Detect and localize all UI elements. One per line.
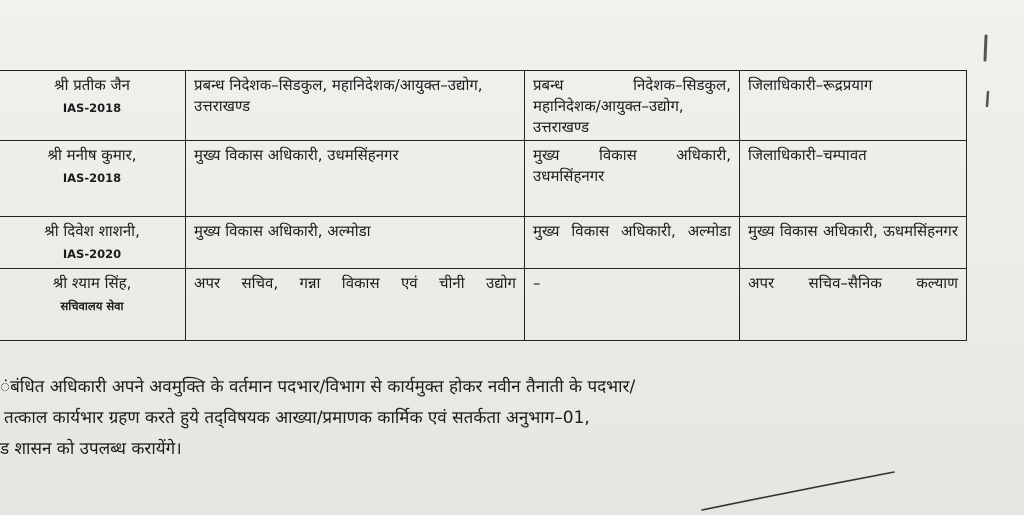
officer-cell xyxy=(0,71,186,141)
officer-name: श्री श्याम सिंह, xyxy=(52,274,132,292)
paragraph-line: ंबंधित अधिकारी अपने अवमुक्ति के वर्तमान पदभार/विभाग से कार्यमुक्त होकर नवीन तैनाती के पदभार/ xyxy=(0,377,636,397)
officer-cell xyxy=(0,269,186,341)
relieved-post-cell: मुख्य विकास अधिकारी, उधमसिंहनगर xyxy=(525,141,740,217)
table-row xyxy=(0,269,967,341)
relieved-post-cell: – xyxy=(525,269,740,341)
new-post-cell: अपर सचिव–सैनिक कल्याण xyxy=(740,269,967,341)
signature-stroke-icon xyxy=(700,470,900,515)
instruction-paragraph xyxy=(0,372,1000,465)
current-post-cell: मुख्य विकास अधिकारी, उधमसिंहनगर xyxy=(186,141,525,217)
new-post-cell: मुख्य विकास अधिकारी, ऊधमसिंहनगर xyxy=(740,217,967,269)
table-row xyxy=(0,141,967,217)
officer-service: IAS-2020 xyxy=(62,247,122,261)
current-post-cell: मुख्य विकास अधिकारी, अल्मोडा xyxy=(186,217,525,269)
posting-table xyxy=(0,70,967,341)
officer-service: IAS-2018 xyxy=(62,101,122,115)
current-post-cell: प्रबन्ध निदेशक–सिडकुल, महानिदेशक/आयुक्त–उद्योग, उत्तराखण्ड xyxy=(186,71,525,141)
table-row xyxy=(0,217,967,269)
officer-name: श्री मनीष कुमार, xyxy=(47,146,137,164)
paragraph-line: तत्काल कार्यभार ग्रहण करते हुये तद्‌विषयक आख्या/प्रमाणक कार्मिक एवं सतर्कता अनुभाग–01, xyxy=(4,408,590,428)
officer-service: सचिवालय सेवा xyxy=(60,299,124,313)
relieved-post-cell: मुख्य विकास अधिकारी, अल्मोडा xyxy=(525,217,740,269)
new-post-cell: जिलाधिकारी–रूद्रप्रयाग xyxy=(740,71,967,141)
new-post-cell: जिलाधिकारी–चम्पावत xyxy=(740,141,967,217)
officer-name: श्री प्रतीक जैन xyxy=(54,76,130,94)
margin-mark-icon xyxy=(976,32,996,112)
current-post-cell: अपर सचिव, गन्ना विकास एवं चीनी उद्योग xyxy=(186,269,525,341)
officer-service: IAS-2018 xyxy=(62,171,122,185)
paragraph-line: ड शासन को उपलब्ध करायेंगे। xyxy=(0,439,182,459)
relieved-post-cell: प्रबन्ध निदेशक–सिडकुल, महानिदेशक/आयुक्त–उद्योग, उत्तराखण्ड xyxy=(525,71,740,141)
officer-name: श्री दिवेश शाशनी, xyxy=(44,222,140,240)
officer-cell xyxy=(0,141,186,217)
officer-cell xyxy=(0,217,186,269)
table-row xyxy=(0,71,967,141)
